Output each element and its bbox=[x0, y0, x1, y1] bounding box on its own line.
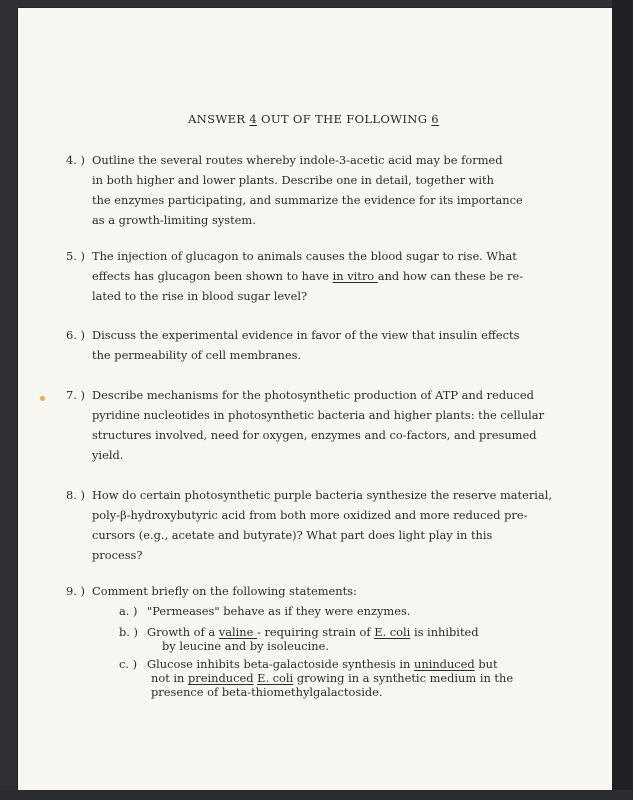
statement-label: a. ) bbox=[119, 604, 138, 618]
total-count: 6 bbox=[431, 112, 439, 126]
question-number: 9. ) bbox=[66, 584, 85, 598]
question-number: 5. ) bbox=[66, 249, 85, 263]
valine-term: valine bbox=[218, 625, 258, 639]
scan-edge-bottom bbox=[0, 790, 633, 800]
ecoli-term: E. coli bbox=[374, 625, 411, 639]
answer-count: 4 bbox=[249, 112, 258, 126]
statement-text: Growth of a valine - requiring strain of E. coli is inhibited by leucine and by isoleucine. bbox=[147, 625, 479, 653]
scan-edge-right bbox=[612, 0, 633, 800]
question-number: 7. ) bbox=[66, 388, 85, 402]
statement-label: c. ) bbox=[119, 657, 138, 671]
question-text: How do certain photosynthetic purple bacteria synthesize the reserve material, poly-β-hydroxybutyric acid from both more oxidized and more reduced pre- cursors (e.g., acetate and butyrate)? What part does light play in this process? bbox=[92, 488, 552, 562]
page-title: ANSWER 4 OUT OF THE FOLLOWING 6 bbox=[188, 112, 439, 126]
ecoli-term: E. coli bbox=[257, 671, 294, 685]
question-text: Comment briefly on the following statements: bbox=[92, 584, 357, 598]
uninduced-term: uninduced bbox=[414, 657, 475, 671]
statement-text: "Permeases" behave as if they were enzymes. bbox=[147, 604, 411, 618]
question-text: The injection of glucagon to animals causes the blood sugar to rise. What effects has glucagon been shown to have in vitro and how can these be re- lated to the rise in blood sugar level? bbox=[92, 249, 524, 303]
in-vitro-term: in vitro bbox=[332, 269, 378, 283]
question-text: Outline the several routes whereby indole-3-acetic acid may be formed in both higher and lower plants. Describe one in detail, together with the enzymes participating, and summarize the evidence for its importance as a growth-limiting system. bbox=[92, 153, 523, 227]
paper-stain bbox=[40, 396, 45, 401]
question-number: 4. ) bbox=[66, 153, 85, 167]
statement-text: Glucose inhibits beta-galactoside synthesis in uninduced but not in preinduced E. coli growing in a synthetic medium in the presence of beta-thiomethylgalactoside. bbox=[147, 657, 514, 699]
statement-label: b. ) bbox=[119, 625, 138, 639]
question-text: Discuss the experimental evidence in favor of the view that insulin effects the permeability of cell membranes. bbox=[92, 328, 520, 362]
question-text: Describe mechanisms for the photosynthetic production of ATP and reduced pyridine nucleotides in photosynthetic bacteria and higher plants: the cellular structures involved, need for oxygen, enzymes and co-factors, and presumed yield. bbox=[92, 388, 545, 462]
question-number: 6. ) bbox=[66, 328, 85, 342]
question-number: 8. ) bbox=[66, 488, 85, 502]
preinduced-term: preinduced bbox=[188, 671, 254, 685]
